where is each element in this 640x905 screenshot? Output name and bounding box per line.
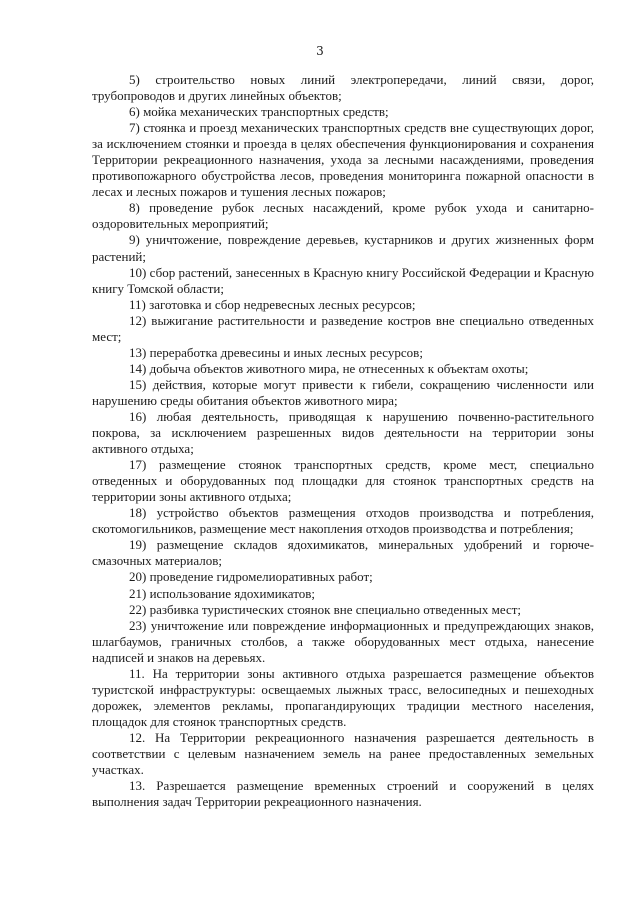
clause-11: 11. На территории зоны активного отдыха разрешается размещение объектов туристской инфраструктуры: освещаемых лыжных трасс, велосипедных и пешеходных дорожек, элементов рекламы, пропагандирующих традиции местного населения, площадок для стоянок транспортных средств. bbox=[92, 665, 594, 729]
list-item-11: 11) заготовка и сбор недревесных лесных ресурсов; bbox=[129, 296, 416, 312]
list-item-19: 19) размещение складов ядохимикатов, минеральных удобрений и горюче-смазочных материалов; bbox=[92, 537, 594, 569]
list-item-18: 18) устройство объектов размещения отходов производства и потребления, скотомогильников, размещение мест накопления отходов производства и потребления; bbox=[92, 505, 594, 537]
page-number: 3 bbox=[316, 44, 324, 58]
list-item-16: 16) любая деятельность, приводящая к нарушению почвенно-растительного покрова, за исключением разрешенных видов деятельности на территории зоны активного отдыха; bbox=[92, 408, 594, 457]
list-item-7: 7) стоянка и проезд механических транспортных средств вне существующих дорог, за исключением стоянки и проезда в целях обеспечения функционирования и сохранения Территории рекреационного назначения, ухода за лесными насаждениями, проведения противопожарного обустройства лесов, проведения мониторинга пожарной опасности в лесах и лесных пожаров и тушения лесных пожаров; bbox=[92, 120, 594, 200]
list-item-21: 21) использование ядохимикатов; bbox=[129, 585, 315, 601]
clause-13: 13. Разрешается размещение временных строений и сооружений в целях выполнения задач Территории рекреационного назначения. bbox=[92, 778, 594, 810]
list-item-9: 9) уничтожение, повреждение деревьев, кустарников и других жизненных форм растений; bbox=[92, 232, 594, 264]
list-item-8: 8) проведение рубок лесных насаждений, кроме рубок ухода и санитарно-оздоровительных мероприятий; bbox=[92, 200, 594, 232]
list-item-23: 23) уничтожение или повреждение информационных и предупреждающих знаков, шлагбаумов, граничных столбов, а также оборудованных мест отдыха, нанесение надписей и знаков на деревьях. bbox=[92, 617, 594, 665]
list-item-6: 6) мойка механических транспортных средств; bbox=[129, 104, 389, 120]
list-item-15: 15) действия, которые могут привести к гибели, сокращению численности или нарушению среды обитания объектов животного мира; bbox=[92, 376, 594, 408]
list-item-17: 17) размещение стоянок транспортных средств, кроме мест, специально отведенных и оборудованных под площадки для стоянок транспортных средств на территории зоны активного отдыха; bbox=[92, 457, 594, 505]
clause-12: 12. На Территории рекреационного назначения разрешается деятельность в соответствии с целевым назначением земель на ранее предоставленных земельных участках. bbox=[92, 729, 594, 778]
document-body bbox=[92, 72, 594, 810]
list-item-14: 14) добыча объектов животного мира, не отнесенных к объектам охоты; bbox=[129, 360, 529, 376]
list-item-20: 20) проведение гидромелиоративных работ; bbox=[129, 569, 373, 585]
list-item-13: 13) переработка древесины и иных лесных ресурсов; bbox=[129, 344, 423, 360]
list-item-10: 10) сбор растений, занесенных в Красную книгу Российской Федерации и Красную книгу Томской области; bbox=[92, 264, 594, 296]
list-item-22: 22) разбивка туристических стоянок вне специально отведенных мест; bbox=[129, 601, 522, 617]
list-item-5: 5) строительство новых линий электропередачи, линий связи, дорог, трубопроводов и других линейных объектов; bbox=[92, 72, 594, 104]
list-item-12: 12) выжигание растительности и разведение костров вне специально отведенных мест; bbox=[92, 312, 594, 344]
